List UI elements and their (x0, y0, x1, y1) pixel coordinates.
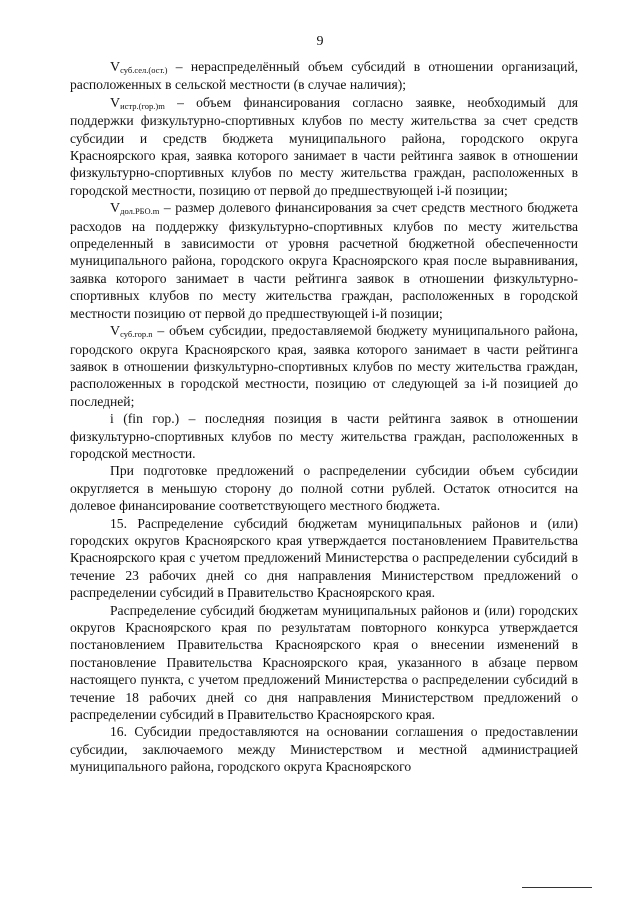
page-number: 9 (316, 34, 324, 49)
paragraph-text: Распределение субсидий бюджетам муниципальных районов и (или) городских округов Красноярского края по результатам повторного конкурса утверждается постановлением Правительства Красноярского края о внесении изменений в постановление Правительства Красноярского края, указанного в абзаце первом настоящего пункта, с учетом предложений Министерства о распределении субсидий в течение 18 рабочих дней со дня направления Министерством предложений о распределении субсидий в Правительство Красноярского края. (70, 602, 578, 723)
formula-symbol: V (110, 201, 121, 217)
paragraph-v-sub-sel-ost (70, 58, 578, 94)
paragraph-v-istr-gor (70, 94, 578, 199)
paragraph-text: – объем субсидии, предоставляемой бюджету муниципального района, городского округа Красноярского края, заявка которого занимает в части рейтинга заявок в отношении физкультурно-спортивных клубов по месту жительства граждан, расположенных в городской местности, позицию от следующей за i-й позицией до последней; (70, 323, 578, 409)
formula-symbol: V (110, 324, 121, 340)
paragraph-text: 15. Распределение субсидий бюджетам муниципальных районов и (или) городских округов Красноярского края утверждается постановлением Правительства Красноярского края с учетом предложений Министерства о распределении субсидий в течение 23 рабочих дней со дня направления Министерством предложений о распределении субсидий в Правительство Красноярского края. (70, 515, 578, 601)
paragraph-v-dol-rbo (70, 199, 578, 322)
paragraph-text: – объем финансирования согласно заявке, необходимый для поддержки физкультурно-спортивных клубов по месту жительства за счет средств субсидии и средств бюджета муниципального района, городского округа Красноярского края, заявка которого занимает в части рейтинга заявок в отношении физкультурно-спортивных клубов по месту жительства граждан, расположенных в городской местности, позицию от первой до предшествующей i-й позиции; (70, 94, 578, 198)
paragraph-item-15 (70, 515, 578, 602)
footer-divider (522, 887, 592, 888)
formula-symbol: V (110, 60, 121, 75)
paragraph-repeat-contest (70, 602, 578, 724)
paragraph-v-sub-gor (70, 322, 578, 410)
formula-subscript: суб.гор.n (120, 329, 153, 340)
formula-subscript: дол.РБО.m (120, 206, 160, 217)
paragraph-text: i (fin гор.) – последняя позиция в части рейтинга заявок в отношении физкультурно-спортивных клубов по месту жительства граждан, расположенных в городской местности. (70, 411, 578, 461)
document-body (70, 58, 578, 776)
paragraph-item-16 (70, 723, 578, 775)
formula-subscript: суб.сел.(ост.) (120, 65, 168, 75)
paragraph-text: 16. Субсидии предоставляются на основании соглашения о предоставлении субсидии, заключаемого между Министерством и местной администрацией муниципального района, городского округа Красноярского (70, 724, 578, 775)
paragraph-text: При подготовке предложений о распределении субсидии объем субсидии округляется в меньшую сторону до полной сотни рублей. Остаток относится на долевое финансирование соответствующего местного бюджета. (70, 463, 578, 514)
paragraph-text: – нераспределённый объем субсидий в отношении организаций, расположенных в сельской местности (в случае наличия); (70, 59, 578, 93)
paragraph-rounding (70, 462, 578, 514)
paragraph-i-fin-gor (70, 410, 578, 462)
formula-subscript: истр.(гор.)m (120, 100, 165, 111)
paragraph-text: – размер долевого финансирования за счет средств местного бюджета расходов на поддержку физкультурно-спортивных клубов по месту жительства определенный в зависимости от уровня расчетной бюджетной обеспеченности муниципального района, городского округа Красноярского края после выравнивания, заявка которого занимает в части рейтинга заявок в отношении физкультурно-спортивных клубов по месту жительства граждан, расположенных в городской местности позицию от первой до предшествующей i-й позиции; (70, 200, 578, 321)
formula-symbol: V (110, 95, 121, 111)
